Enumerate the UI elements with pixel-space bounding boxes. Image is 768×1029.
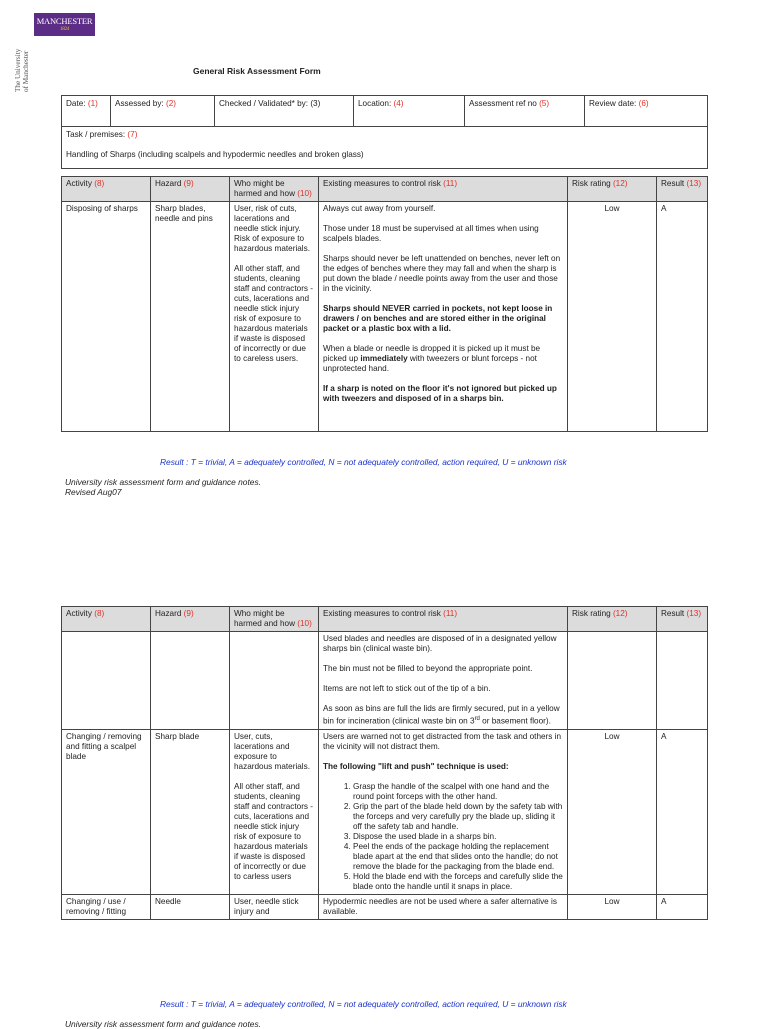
list-item: 3. Dispose the used blade in a sharps bin. [353,832,563,842]
col-measures: Existing measures to control risk (11) [319,607,568,632]
hazard-cell [151,632,230,730]
col-activity: Activity (8) [62,607,151,632]
measures-cell: Used blades and needles are disposed of in a designated yellow sharps bin (clinical waste bin). The bin must not be filled to beyond the appropriate point. Items are not left to stick out of the tip of a bin. As soon as bins are full the lids are firmly secured, put in a yellow bin for incineration (clinical waste bin on 3rd or basement floor). [319,632,568,730]
form-title: General Risk Assessment Form [193,66,321,76]
col-measures: Existing measures to control risk (11) [319,177,568,202]
risk-rating-cell: Low [568,729,657,894]
measures-cell: Users are warned not to get distracted from the task and others in the vicinity will not distract them. The following "lift and push" technique is used: 1. Grasp the handle of the scalpel with one hand and the round point forceps with the other hand. 2. Grip the part of the blade held down by the safety tab with the forceps and very carefully pry the blade up, sliding it off the safety tab and handle. 3. Dispose the used blade in a sharps bin. 4. Peel the ends of the package holding the replacement blade apart at the end that slides onto the handle; do not remove the blade for the packaging from the blade end. 5. Hold the blade end with the forceps and carefully slide the blade onto the handle until it snaps in place. [319,729,568,894]
who-cell: User, cuts, lacerations and exposure to hazardous materials. All other staff, and students, cleaning staff and contractors - cuts, lacerations and needle stick injury risk of exposure to hazardous materials if waste is disposed of incorrectly or due to carless users [230,729,319,894]
header-info-table [61,95,708,169]
col-who: Who might be harmed and how (10) [230,177,319,202]
col-hazard: Hazard (9) [151,607,230,632]
activity-cell: Changing / removing and fitting a scalpel blade [62,729,151,894]
assessed-by-cell: Assessed by: (2) [111,96,215,127]
hazard-cell: Sharp blade [151,729,230,894]
result-legend-2: Result : T = trivial, A = adequately controlled, N = not adequately controlled, action required, U = unknown risk [160,999,567,1009]
list-item: 2. Grip the part of the blade held down by the safety tab with the forceps and very carefully pry the blade up, sliding it off the safety tab and handle. [353,802,563,832]
risk-rating-cell: Low [568,202,657,432]
result-cell: A [657,729,708,894]
hazard-cell: Needle [151,894,230,919]
measures-cell: Hypodermic needles are not be used where a safer alternative is available. [319,894,568,919]
risk-rating-cell [568,632,657,730]
result-cell: A [657,202,708,432]
list-item: 1. Grasp the handle of the scalpel with one hand and the round point forceps with the other hand. [353,782,563,802]
date-cell: Date: (1) [62,96,111,127]
col-result: Result (13) [657,177,708,202]
checked-by-cell: Checked / Validated* by: (3) [215,96,354,127]
footer-note: University risk assessment form and guidance notes. Revised Aug07 [65,477,261,497]
col-hazard: Hazard (9) [151,177,230,202]
col-risk-rating: Risk rating (12) [568,177,657,202]
col-who: Who might be harmed and how (10) [230,607,319,632]
logo-year: 1824 [59,26,70,32]
task-description: Handling of Sharps (including scalpels and hypodermic needles and broken glass) [66,150,364,159]
activity-cell [62,632,151,730]
result-legend: Result : T = trivial, A = adequately controlled, N = not adequately controlled, action required, U = unknown risk [160,457,567,467]
risk-table-page1 [61,176,708,432]
col-activity: Activity (8) [62,177,151,202]
result-cell: A [657,894,708,919]
activity-cell: Changing / use / removing / fitting [62,894,151,919]
task-premises-cell: Task / premises: (7) Handling of Sharps (including scalpels and hypodermic needles and broken glass) [62,127,708,169]
review-date-cell: Review date: (6) [585,96,708,127]
hazard-cell: Sharp blades, needle and pins [151,202,230,432]
lift-push-steps [323,782,563,892]
col-result: Result (13) [657,607,708,632]
who-cell: User, risk of cuts, lacerations and needle stick injury. Risk of exposure to hazardous materials. All other staff, and students, cleaning staff and contractors - cuts, lacerations and needle stick injury risk of exposure to hazardous materials if waste is disposed of incorrectly or due to careless users. [230,202,319,432]
risk-rating-cell: Low [568,894,657,919]
university-side-text [14,22,30,92]
logo-wordmark: MANCHESTER [36,16,93,26]
list-item: 5. Hold the blade end with the forceps and carefully slide the blade onto the handle until it snaps in place. [353,872,563,892]
who-cell: User, needle stick injury and [230,894,319,919]
university-logo [34,13,95,36]
side-text-line1: The University [14,48,22,92]
result-cell [657,632,708,730]
footer-note-2: University risk assessment form and guidance notes. [65,1019,261,1029]
location-cell: Location: (4) [354,96,465,127]
measures-cell: Always cut away from yourself. Those under 18 must be supervised at all times when using scalpels blades. Sharps should never be left unattended on benches, never left on the edges of benches where they may fall and when the sharp is put down the blade / needle points away from the user and those in the vicinity. Sharps should NEVER carried in pockets, not kept loose in drawers / on benches and are stored either in the original packet or a plastic box with a lid. When a blade or needle is dropped it is picked up it must be picked up immediately with tweezers or blunt forceps - not unprotected hand. If a sharp is noted on the floor it's not ignored but picked up with tweezers and disposed of in a sharps bin. [319,202,568,432]
assessment-ref-cell: Assessment ref no (5) [465,96,585,127]
who-cell [230,632,319,730]
activity-cell: Disposing of sharps [62,202,151,432]
risk-table-page2 [61,606,708,920]
col-risk-rating: Risk rating (12) [568,607,657,632]
list-item: 4. Peel the ends of the package holding the replacement blade apart at the end that slides onto the handle; do not remove the blade for the packaging from the blade end. [353,842,563,872]
side-text-line2: of Manchester [22,50,30,92]
